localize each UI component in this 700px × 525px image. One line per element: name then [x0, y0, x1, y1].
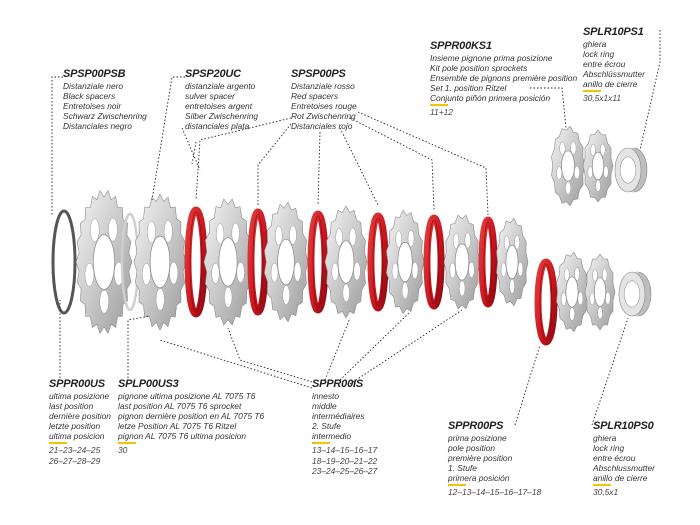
sprocket-last-position	[76, 191, 132, 334]
desc-line: 2. Stufe	[312, 421, 341, 432]
part-code: SPSP20UC	[185, 68, 241, 80]
sprocket-cutout	[275, 226, 282, 245]
sprocket-bore	[506, 245, 518, 278]
spacer-inner-edge	[540, 264, 552, 340]
desc-line: innesto	[312, 391, 340, 401]
spacer-inner-edge	[190, 212, 202, 312]
leader-spsp20uc-c	[192, 142, 196, 164]
label-splp00us3	[118, 378, 264, 456]
sprocket-bore	[278, 239, 295, 285]
leader-splr10ps0	[592, 318, 628, 425]
sprocket-cutout	[237, 262, 245, 282]
accent-bar	[583, 90, 601, 92]
sprocket-middle-3	[325, 206, 367, 318]
sprocket-cutout	[332, 263, 339, 281]
size-line: 21–23–24–25	[49, 445, 101, 456]
sprocket-cutout	[570, 308, 575, 321]
sprocket-first-position-a	[557, 252, 589, 331]
accent-bar	[312, 442, 330, 444]
desc-line: letze Position AL 7075 T6 Ritzel	[118, 421, 237, 432]
desc-line: Kit pole position sprockets	[430, 63, 528, 74]
sprocket-middle-5	[444, 215, 480, 309]
desc-line: ultima posizione	[49, 391, 110, 401]
sprocket-bore	[398, 242, 412, 282]
leader-splp00us3	[128, 316, 150, 378]
size-line: 30,5x1x11	[583, 93, 622, 104]
desc-line: last position	[49, 401, 94, 412]
sprocket-cutout	[598, 307, 603, 319]
red-spacer-4	[371, 216, 385, 308]
sprocket-cutout	[408, 230, 414, 247]
sprocket-cutout	[354, 262, 361, 280]
sprocket-al7075	[134, 194, 186, 330]
desc-line: Black spacers	[63, 91, 116, 102]
desc-line: entre écrou	[583, 59, 626, 70]
sprocket-cutout	[574, 166, 579, 179]
lockring-bottom	[619, 272, 651, 316]
desc-line: Ensemble de pignons première position	[430, 73, 578, 84]
desc-line: ghiera	[593, 433, 617, 443]
sprocket-cutout	[575, 268, 580, 281]
sprocket-cutout	[556, 167, 561, 180]
sprocket-cutout	[412, 262, 418, 279]
desc-line: ultima posicion	[49, 431, 105, 442]
label-spsp00psb	[63, 68, 147, 131]
sprocket-cutout	[343, 284, 350, 302]
sprocket-bore	[566, 277, 578, 307]
sprocket-middle-1	[204, 199, 252, 325]
size-line: 23–24–25–26–27	[312, 465, 378, 476]
desc-line: pole position	[448, 443, 496, 454]
sprocket-first-position-b	[585, 254, 615, 330]
desc-line: middle	[312, 401, 337, 412]
sprocket-cutout	[588, 167, 593, 179]
desc-line: Entretoises noir	[63, 101, 122, 112]
desc-line: Rot Zwischenring	[291, 111, 356, 122]
part-code: SPPR00PS	[448, 420, 504, 432]
desc-line: 1. Stufe	[448, 463, 477, 474]
desc-line: lock ring	[593, 443, 625, 454]
black-spacer	[53, 211, 75, 313]
sprocket-bore	[594, 278, 605, 307]
lockring-bore	[620, 157, 636, 183]
desc-line: Abschlussmutter	[593, 463, 655, 474]
sprocket-cutout	[515, 235, 520, 249]
sprocket-cutout	[100, 290, 109, 313]
desc-line: sulver spacer	[185, 91, 235, 102]
desc-line: Red spacers	[291, 91, 339, 102]
label-sppr00ks1	[430, 40, 577, 118]
sprocket-cutout	[283, 285, 290, 304]
label-spsp00ps	[291, 68, 357, 131]
desc-line: entre écrou	[593, 453, 636, 464]
sprocket-cutout	[170, 262, 178, 284]
sprocket-cutout	[108, 218, 117, 241]
label-spsp20uc	[185, 68, 258, 131]
part-code: SPPR00US	[49, 378, 105, 390]
desc-line: letzte position	[49, 421, 101, 432]
leader-spsp20uc-b	[182, 128, 200, 170]
sprocket-cutout	[90, 219, 99, 242]
desc-line: Entretoises rouge	[291, 101, 357, 112]
sprocket-cutout	[501, 263, 506, 277]
size-line: 30,5x1	[593, 487, 619, 498]
desc-line: Distanciales negro	[63, 121, 132, 132]
leader-sppr00is-1	[228, 328, 312, 382]
desc-line: ghiera	[583, 39, 607, 49]
desc-line: pignon AL 7075 T6 ultima posicion	[118, 431, 247, 442]
label-sppr00is	[312, 378, 377, 476]
sprocket-bore	[562, 151, 575, 181]
sprocket-cutout	[450, 263, 456, 278]
label-splr10ps1	[583, 26, 645, 104]
sprocket-cutout	[571, 142, 576, 155]
red-spacer-5	[427, 218, 441, 306]
sprocket-cutout	[142, 263, 150, 285]
desc-line: lock ring	[583, 49, 615, 60]
sprocket-cutout	[392, 263, 398, 280]
sprocket-cutout	[469, 262, 475, 277]
sprocket-cutout	[349, 228, 356, 246]
sprocket-bore	[592, 152, 603, 179]
part-code: SPSP00PS	[291, 68, 346, 80]
sprocket-cutout	[232, 223, 240, 243]
sprocket-cutout	[156, 289, 164, 311]
desc-line: Distanciales rojo	[291, 121, 353, 132]
sprocket-bore	[150, 236, 170, 288]
part-code: SPSP00PSB	[63, 68, 126, 80]
part-code: SPLP00US3	[118, 378, 179, 390]
sprocket-cutout	[224, 287, 232, 307]
accent-bar	[118, 442, 136, 444]
leader-sppr00is-5	[350, 310, 462, 384]
desc-line: dernière position	[49, 411, 111, 422]
sprocket-bore	[338, 241, 354, 284]
leader-spsp20uc-a	[152, 77, 185, 200]
leader-spsp00psb	[52, 77, 63, 215]
accent-bar	[448, 484, 466, 486]
desc-line: intermédiaires	[312, 411, 365, 422]
size-line: 18–19–20–21–22	[312, 455, 378, 466]
sprocket-middle-6	[497, 218, 529, 305]
sprocket-cutout	[336, 228, 343, 246]
sprocket-cutout	[510, 279, 515, 293]
sprocket-cutout	[294, 262, 301, 281]
red-spacer-1	[188, 210, 204, 314]
desc-line: intermedio	[312, 431, 352, 442]
leader-spsp00ps-4	[340, 128, 378, 205]
sprocket-middle-2	[264, 202, 308, 321]
sprocket-kit-12	[583, 130, 613, 202]
sprocket-cutout	[164, 221, 172, 243]
sprocket-cutout	[459, 281, 465, 296]
red-spacer-6	[482, 220, 494, 304]
leader-spsp00ps-3	[318, 132, 320, 205]
desc-line: anillo de cierre	[593, 473, 648, 484]
sprocket-cutout	[453, 233, 459, 248]
sprocket-cutout	[578, 292, 583, 305]
lockring-top	[615, 148, 647, 192]
sprocket-cutout	[85, 263, 94, 286]
leader-sppr00is-3	[325, 318, 350, 380]
sprocket-cutout	[605, 292, 610, 304]
desc-line: anillo de cierre	[583, 79, 638, 90]
size-line: 26–27–28–29	[49, 455, 101, 466]
part-code: SPPR00IS	[312, 378, 363, 390]
red-spacer-3	[311, 214, 325, 310]
part-code: SPPR00KS1	[430, 40, 492, 52]
accent-bar	[49, 442, 67, 444]
leader-spsp00ps-5	[350, 118, 434, 210]
sprocket-cutout	[396, 231, 402, 248]
desc-line: distanciales plata	[185, 121, 250, 132]
sprocket-cutout	[212, 263, 220, 283]
desc-line: Distanziale rosso	[291, 81, 355, 91]
desc-line: Abschlüssmutter	[583, 69, 645, 80]
sprocket-cutout	[147, 221, 155, 243]
sprocket-cutout	[402, 282, 408, 299]
desc-line: Conjunto piñón primera posición	[430, 93, 551, 104]
sprocket-cutout	[289, 225, 296, 244]
sprocket-cutout	[603, 166, 608, 178]
label-sppr00us	[49, 378, 111, 466]
sprocket-cutout	[561, 293, 566, 306]
desc-line: entretoises argent	[185, 101, 253, 112]
leader-spsp00ps-6	[358, 112, 488, 215]
part-code: SPLR10PS0	[593, 420, 654, 432]
ring-outer	[53, 211, 75, 313]
desc-line: Distanziale nero	[63, 81, 124, 91]
sprocket-bore	[455, 244, 469, 280]
leader-sppr00is-4	[340, 312, 410, 380]
size-line: 12–13–14–15–16–17–18	[448, 487, 542, 498]
size-line: 13–14–15–16–17	[312, 445, 378, 456]
desc-line: Silber Zwischenring	[185, 111, 259, 122]
leader-spsp00ps-2	[258, 124, 291, 205]
sprocket-cutout	[271, 263, 278, 282]
desc-line: primera posición	[448, 473, 510, 484]
accent-bar	[593, 484, 611, 486]
desc-line: Set 1. position Ritzel	[430, 83, 507, 94]
sprocket-cutout	[518, 262, 523, 276]
sprocket-bore	[93, 235, 114, 290]
sprocket-kit-11	[552, 126, 586, 205]
sprocket-middle-4	[386, 210, 424, 313]
desc-line: last position AL 7075 T6 sprocket	[118, 401, 242, 412]
sprocket-cutout	[565, 182, 570, 195]
sprocket-cutout	[465, 233, 471, 248]
desc-line: distanziale argento	[185, 81, 256, 91]
sprocket-cutout	[216, 224, 224, 244]
size-line: 30	[118, 445, 128, 456]
desc-line: prima posizione	[448, 433, 507, 443]
part-code: SPLR10PS1	[583, 26, 644, 38]
spacer-ring	[188, 210, 204, 314]
label-sppr00ps	[448, 420, 541, 498]
sprocket-bore	[219, 238, 237, 287]
label-splr10ps0	[593, 420, 655, 498]
lockring-bore	[624, 281, 640, 307]
sprocket-cutout	[596, 180, 601, 192]
desc-line: pignon dernière position en AL 7075 T6	[118, 411, 265, 422]
red-spacer-2	[251, 212, 265, 312]
red-spacer-first	[538, 262, 554, 342]
accent-bar	[430, 104, 448, 106]
desc-line: Insieme pignone prima posizione	[430, 53, 553, 63]
spacer-ring	[538, 262, 554, 342]
desc-line: Schwarz Zwischenring	[63, 111, 147, 122]
desc-line: pignone ultima posizione AL 7075 T6	[118, 391, 256, 401]
size-line: 11+12	[430, 107, 453, 118]
desc-line: première position	[448, 453, 513, 464]
sprocket-cutout	[590, 293, 595, 305]
leader-sppr00ps	[515, 345, 540, 425]
